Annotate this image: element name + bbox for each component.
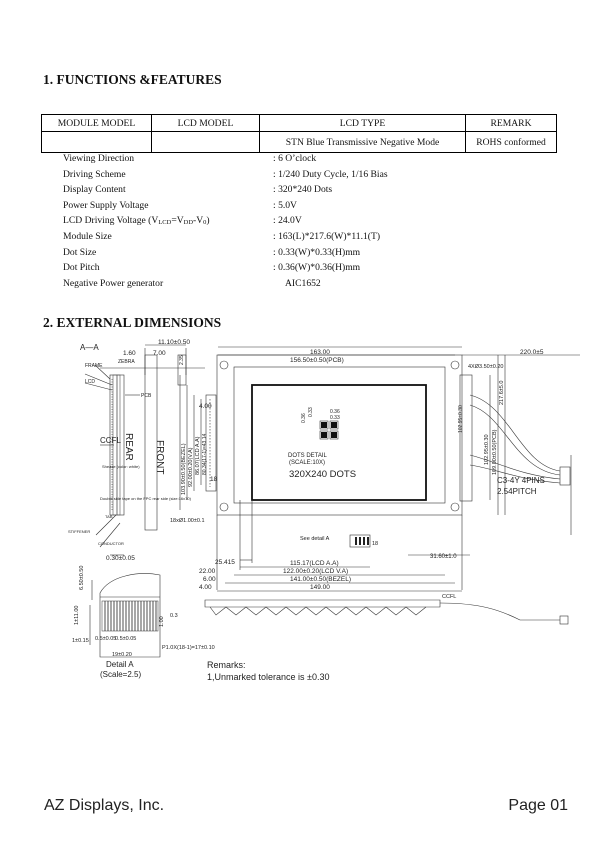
label-part: =V bbox=[171, 215, 184, 227]
det-6-50: 6.50±0.50 bbox=[79, 565, 85, 590]
label-tab: TAB bbox=[105, 514, 113, 519]
label-rear: REAR bbox=[123, 433, 134, 461]
dim-18-pads: 18xØ1.00±0.1 bbox=[170, 518, 205, 524]
spec-value: AIC1652 bbox=[285, 277, 321, 289]
label-conductor: CONDUCTOR bbox=[98, 541, 124, 546]
dim-141-00: 141.00±0.50(BEZEL) bbox=[290, 576, 352, 583]
label-frame: FRAME bbox=[85, 363, 103, 369]
dim-0-36b: 0.36 bbox=[330, 409, 340, 415]
module-table bbox=[41, 114, 557, 153]
spec-label: Power Supply Voltage bbox=[63, 199, 149, 211]
header-lcd-model: LCD MODEL bbox=[152, 115, 260, 132]
spec-value: : 163(L)*217.6(W)*11.1(T) bbox=[273, 230, 381, 242]
dots-detail-cells bbox=[321, 422, 337, 438]
dim-0-30: 0.30±0.05 bbox=[106, 555, 135, 562]
dim-217-6: 217.6±5.0 bbox=[499, 380, 505, 405]
spec-value: : 5.0V bbox=[273, 199, 297, 211]
dim-80-34: 80.34(17-1)=43.14 bbox=[202, 433, 208, 475]
label-pcb: PCB bbox=[141, 393, 152, 399]
label-sub: DD bbox=[183, 219, 194, 227]
spec-label: Viewing Direction bbox=[63, 153, 135, 164]
label-ccfl: CCFL bbox=[100, 436, 121, 445]
section-label-aa: A—A bbox=[80, 343, 99, 352]
section-1-title: 1. FUNCTIONS &FEATURES bbox=[43, 72, 222, 87]
dim-18: 18 bbox=[210, 476, 218, 483]
label-part: LCD Driving Voltage (V bbox=[63, 215, 159, 227]
spec-label: Dot Size bbox=[63, 246, 97, 258]
dim-31-60: 31.60±1.0 bbox=[430, 554, 457, 560]
spec-label: Negative Power generator bbox=[63, 277, 164, 289]
spec-label: Display Content bbox=[63, 184, 126, 196]
label-ccfl-2: CCFL bbox=[442, 594, 457, 600]
dim-2-35: 2.35 bbox=[179, 355, 185, 365]
spec-label: Driving Scheme bbox=[63, 168, 126, 180]
dim-103-90: 103.90±0.50(BEZEL) bbox=[181, 443, 187, 495]
dim-163: 163.00 bbox=[310, 349, 330, 356]
det-19: 19±0.20 bbox=[112, 652, 132, 658]
label-part: -V bbox=[193, 215, 204, 227]
pitch-label: 2.54PITCH bbox=[497, 487, 537, 496]
label-zebra: ZEBRA bbox=[118, 359, 135, 365]
dots-detail-title: DOTS DETAIL bbox=[288, 453, 327, 459]
dim-side: 102.95±0.30 bbox=[458, 405, 464, 433]
dots-text: 320X240 DOTS bbox=[289, 469, 357, 480]
det-pitch: P1.0X(18-1)=17±0.10 bbox=[162, 645, 215, 651]
label-part: ) bbox=[206, 215, 210, 227]
dim-220: 220.0±5 bbox=[520, 349, 544, 356]
det-0-5a: 0.5±0.05 bbox=[95, 636, 117, 642]
header-lcd-type: LCD TYPE bbox=[260, 115, 466, 132]
spec-value: : 0.36(W)*0.36(H)mm bbox=[273, 262, 361, 274]
detail-a-title: Detail A bbox=[106, 660, 134, 669]
dim-7-00: 7.00 bbox=[153, 350, 166, 357]
dim-22-00: 22.00 bbox=[199, 568, 216, 575]
dim-4-00: 4.00 bbox=[199, 403, 212, 410]
cell-module-model bbox=[42, 132, 152, 153]
dim-0-36a: 0.36 bbox=[301, 413, 307, 423]
label-stiffener: STIFFENER bbox=[68, 529, 91, 534]
det-1-15: 1±0.15 bbox=[72, 638, 89, 644]
dim-4-00b: 4.00 bbox=[199, 584, 212, 591]
cell-lcd-model bbox=[152, 132, 260, 153]
dim-18b: 18 bbox=[372, 541, 379, 547]
table-row bbox=[42, 132, 557, 153]
dim-149-00: 149.00 bbox=[310, 584, 330, 591]
viewing-area bbox=[252, 385, 426, 500]
note-tape: Double side tape on the FPC rear side (size:16x70) bbox=[100, 496, 191, 501]
det-0-3: 0.3 bbox=[170, 613, 178, 619]
spec-value: : 24.0V bbox=[273, 215, 302, 227]
table-header-row bbox=[42, 115, 557, 132]
dots-detail-scale: (SCALE:10X) bbox=[289, 460, 326, 466]
section-2-title: 2. EXTERNAL DIMENSIONS bbox=[43, 315, 222, 330]
dim-0-33a: 0.33 bbox=[308, 407, 314, 417]
spec-value: : 0.33(W)*0.33(H)mm bbox=[273, 246, 361, 258]
cell-lcd-type: STN Blue Transmissive Negative Mode bbox=[260, 132, 466, 153]
label-front: FRONT bbox=[154, 440, 165, 475]
spec-label: Dot Pitch bbox=[63, 262, 100, 274]
spec-value: : 6 O’clock bbox=[273, 153, 317, 164]
dim-115-17: 115.17(LCD A.A) bbox=[290, 560, 339, 567]
detail-a-scale: (Scale=2.5) bbox=[100, 670, 142, 679]
spec-value: : 1/240 Duty Cycle, 1/16 Bias bbox=[273, 168, 388, 180]
note-sheet: Shease (color: white) bbox=[102, 464, 140, 469]
remarks-title: Remarks: bbox=[207, 660, 246, 670]
remarks-line-1: 1,Unmarked tolerance is ±0.30 bbox=[207, 672, 330, 682]
label-sub: LCD bbox=[158, 219, 172, 227]
connector-label: C3-4Y 4PINS bbox=[497, 476, 545, 485]
label-lcd: LCD bbox=[85, 379, 96, 385]
dim-hole: 4XØ3.50±0.20 bbox=[468, 364, 504, 370]
spec-label: Module Size bbox=[63, 230, 112, 242]
header-remark: REMARK bbox=[466, 115, 557, 132]
dim-102-95: 102.95±0.30 bbox=[484, 434, 490, 465]
dim-109-00: 109.00±0.50(PCB) bbox=[492, 429, 498, 475]
dimension-drawing bbox=[0, 335, 595, 685]
cell-remark: ROHS conformed bbox=[466, 132, 557, 153]
see-detail-a: See detail A bbox=[300, 536, 330, 542]
dim-25-415: 25.415 bbox=[215, 559, 235, 566]
dim-6-00: 6.00 bbox=[203, 576, 216, 583]
dim-156-50: 156.50±0.50(PCB) bbox=[290, 357, 344, 364]
header-module-model: MODULE MODEL bbox=[42, 115, 152, 132]
dim-11-10: 11.10±0.50 bbox=[158, 339, 191, 346]
footer-company: AZ Displays, Inc. bbox=[44, 797, 165, 814]
label-sub: 0 bbox=[203, 219, 207, 227]
det-0-5b: 0.5±0.05 bbox=[115, 636, 137, 642]
dim-0-33b: 0.33 bbox=[330, 415, 340, 421]
det-1-00: 1.00 bbox=[159, 616, 165, 627]
dim-122-00: 122.00±0.20(LCD V.A) bbox=[283, 568, 349, 575]
spec-value: : 320*240 Dots bbox=[273, 184, 333, 196]
spec-label-voltage bbox=[63, 215, 210, 226]
dim-86-07: 86.07(LCD A.A) bbox=[195, 436, 201, 475]
dim-92-00: 92.00±0.20(V.A) bbox=[188, 447, 194, 487]
footer-page-number: Page 01 bbox=[508, 797, 568, 814]
det-11-00: 1±11.00 bbox=[74, 605, 80, 625]
dim-1-60: 1.60 bbox=[123, 350, 136, 357]
